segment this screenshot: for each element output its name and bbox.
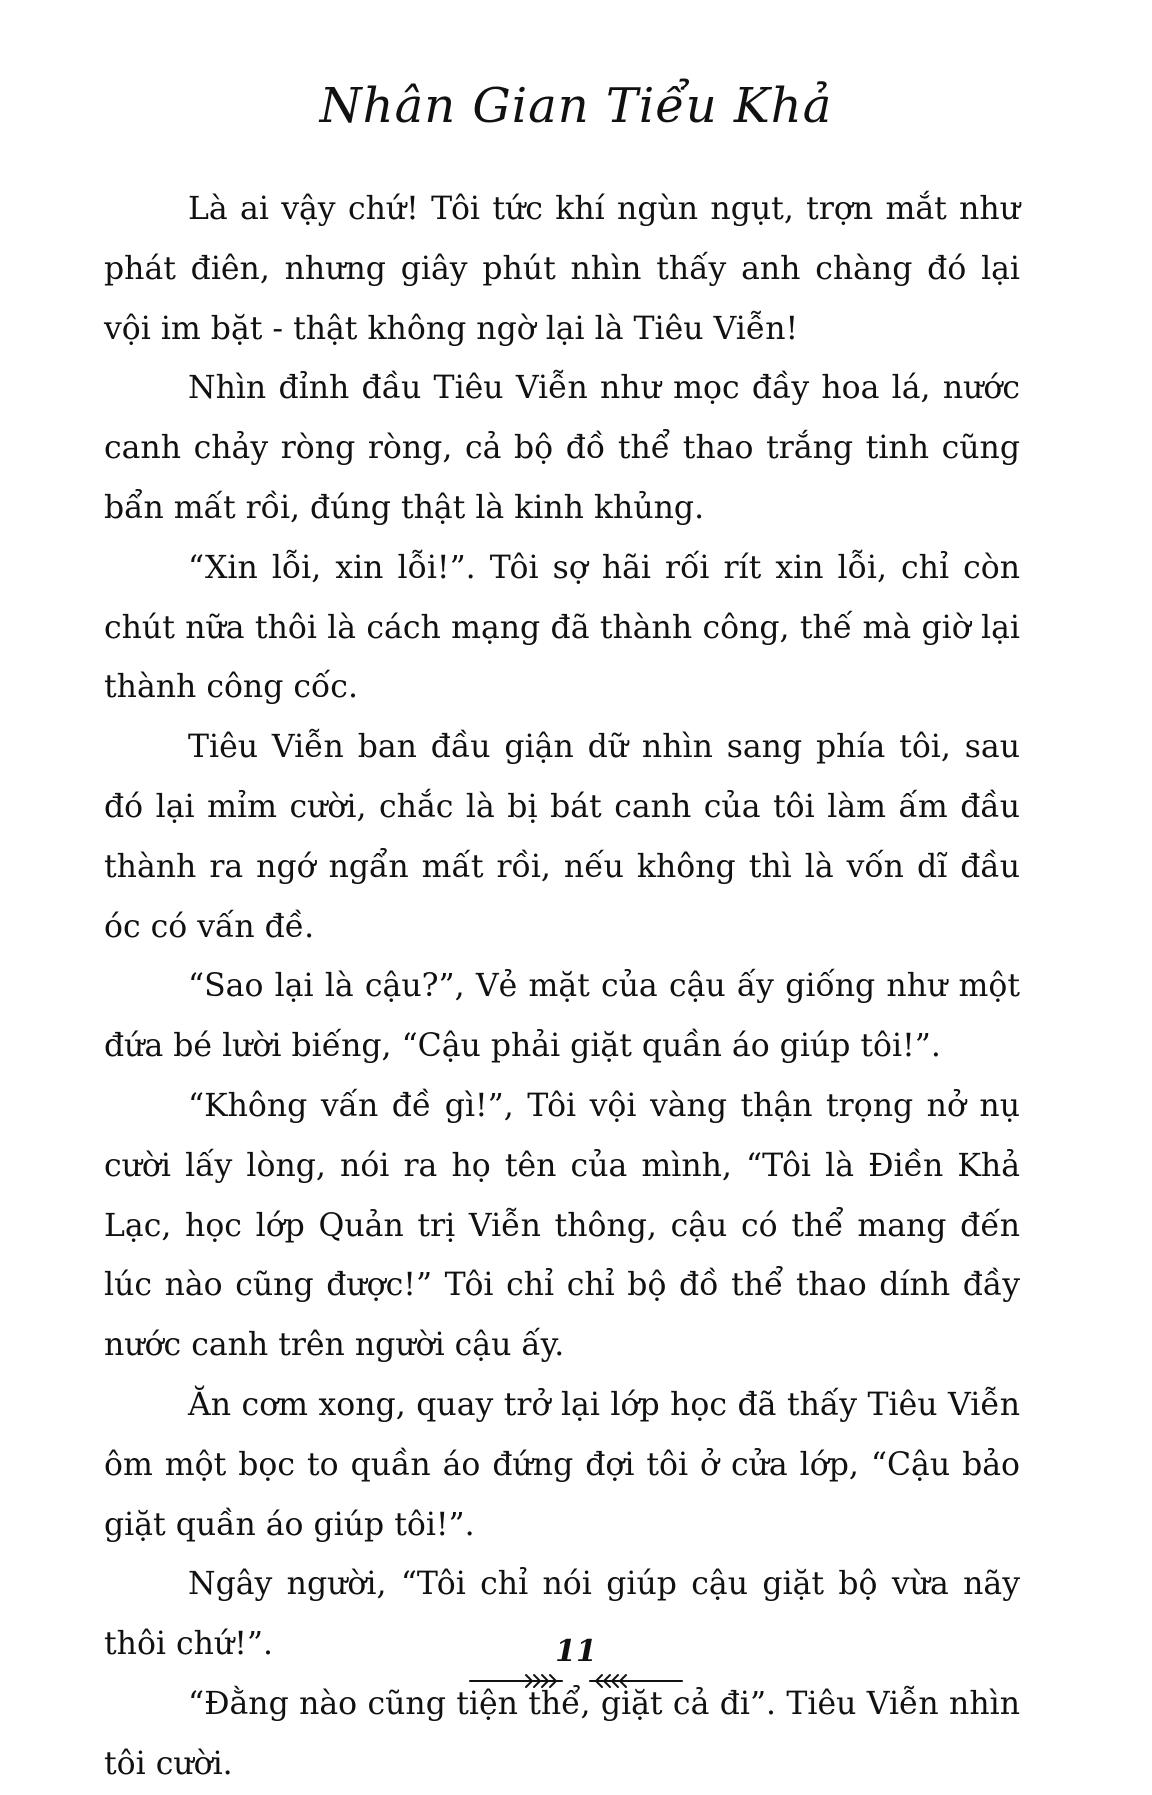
paragraph: Tiêu Viễn ban đầu giận dữ nhìn sang phía tôi, sau đó lại mỉm cười, chắc là bị bát canh của tôi làm ấm đầu thành ra ngớ ngẩn mất rồi, nếu không thì là vốn dĩ đầu óc có vấn đề. xyxy=(104,729,1020,945)
paragraph: “Xin lỗi, xin lỗi!”. Tôi sợ hãi rối rít xin lỗi, chỉ còn chút nữa thôi là cách mạng đã thành công, thế mà giờ lại thành công cốc. xyxy=(104,549,1020,706)
running-header-title: Nhân Gian Tiểu Khả xyxy=(319,78,833,134)
body-text xyxy=(104,180,1020,1795)
page-number: 11 xyxy=(555,1634,597,1669)
paragraph: “Không vấn đề gì!”, Tôi vội vàng thận trọng nở nụ cười lấy lòng, nói ra họ tên của mình, “Tôi là Điền Khả Lạc, học lớp Quản trị Viễn thông, cậu có thể mang đến lúc nào cũng được!” Tôi chỉ chỉ bộ đồ thể thao dính đầy nước canh trên người cậu ấy. xyxy=(104,1087,1020,1364)
arrow-ornament-icon xyxy=(466,1670,686,1692)
paragraph: Ăn cơm xong, quay trở lại lớp học đã thấy Tiêu Viễn ôm một bọc to quần áo đứng đợi tôi ở cửa lớp, “Cậu bảo giặt quần áo giúp tôi!”. xyxy=(104,1386,1020,1543)
paragraph: “Đằng nào cũng tiện thể, giặt cả đi”. Tiêu Viễn nhìn tôi cười. xyxy=(104,1685,1020,1782)
paragraph: Nhìn đỉnh đầu Tiêu Viễn như mọc đầy hoa lá, nước canh chảy ròng ròng, cả bộ đồ thể thao trắng tinh cũng bẩn mất rồi, đúng thật là kinh khủng. xyxy=(104,370,1020,526)
paragraph: Là ai vậy chứ! Tôi tức khí ngùn ngụt, trợn mắt như phát điên, nhưng giây phút nhìn thấy anh chàng đó lại vội im bặt - thật không ngờ lại là Tiêu Viễn! xyxy=(104,191,1020,347)
page-footer xyxy=(0,1634,1152,1692)
paragraph: “Sao lại là cậu?”, Vẻ mặt của cậu ấy giống như một đứa bé lười biếng, “Cậu phải giặt quần áo giúp tôi!”. xyxy=(104,968,1020,1065)
paragraph: Ngây người, “Tôi chỉ nói giúp cậu giặt bộ vừa nãy thôi chứ!”. xyxy=(104,1566,1020,1663)
